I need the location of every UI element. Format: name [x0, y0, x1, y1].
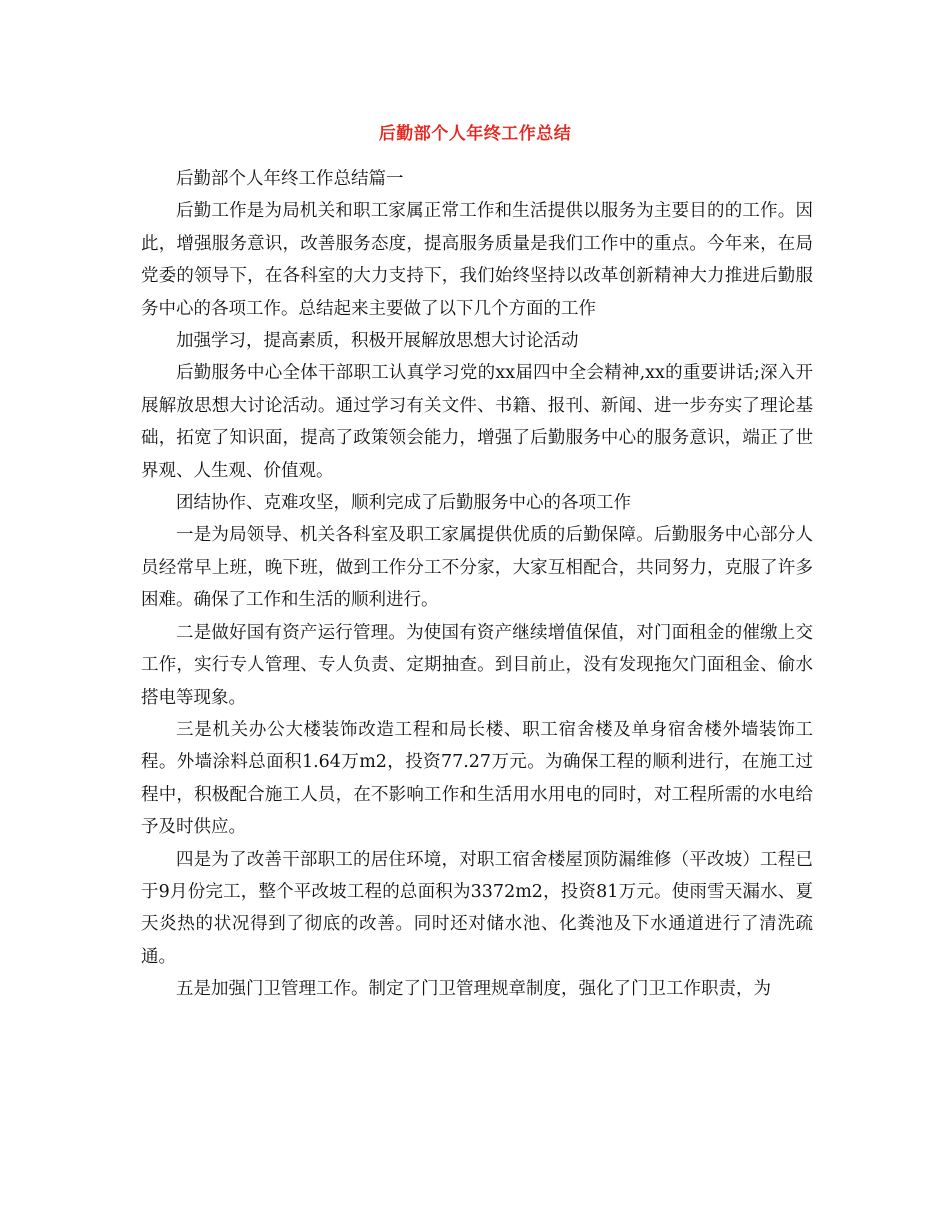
sub-heading: 加强学习，提高素质，积极开展解放思想大讨论活动 — [176, 331, 579, 352]
sub-heading: 团结协作、克难攻坚，顺利完成了后勤服务中心的各项工作 — [176, 493, 631, 514]
document-body — [141, 163, 813, 1006]
section-heading: 后勤部个人年终工作总结篇一 — [176, 169, 404, 189]
document-title: 后勤部个人年终工作总结 — [378, 124, 572, 144]
body-paragraph: 后勤工作是为局机关和职工家属正常工作和生活提供以服务为主要目的的工作。因此，增强服务意识，改善服务态度，提高服务质量是我们工作中的重点。今年来，在局党委的领导下，在各科室的大力支持下，我们始终坚持以改革创新精神大力推进后勤服务中心的各项工作。总结起来主要做了以下几个方面的工作 — [141, 201, 813, 319]
body-paragraph: 二是做好国有资产运行管理。为使国有资产继续增值保值，对门面租金的催缴上交工作，实行专人管理、专人负责、定期抽查。到目前止，没有发现拖欠门面租金、偷水搭电等现象。 — [141, 622, 813, 708]
body-paragraph: 三是机关办公大楼装饰改造工程和局长楼、职工宿舍楼及单身宿舍楼外墙装饰工程。外墙涂料总面积1.64万m2，投资77.27万元。为确保工程的顺利进行，在施工过程中，积极配合施工人员，在不影响工作和生活用水用电的同时，对工程所需的水电给予及时供应。 — [141, 719, 813, 838]
body-paragraph: 五是加强门卫管理工作。制定了门卫管理规章制度，强化了门卫工作职责，为 — [176, 979, 771, 1000]
body-paragraph: 一是为局领导、机关各科室及职工家属提供优质的后勤保障。后勤服务中心部分人员经常早上班，晚下班，做到工作分工不分家，大家互相配合，共同努力，克服了许多困难。确保了工作和生活的顺利进行。 — [141, 525, 813, 611]
body-paragraph: 后勤服务中心全体干部职工认真学习党的xx届四中全会精神,xx的重要讲话;深入开展解放思想大讨论活动。通过学习有关文件、书籍、报刊、新闻、进一步夯实了理论基础，拓宽了知识面，提高了政策领会能力，增强了后勤服务中心的服务意识，端正了世界观、人生观、价值观。 — [141, 363, 813, 481]
body-paragraph: 四是为了改善干部职工的居住环境，对职工宿舍楼屋顶防漏维修（平改坡）工程已于9月份完工，整个平改坡工程的总面积为3372m2，投资81万元。使雨雪天漏水、夏天炎热的状况得到了彻底的改善。同时还对储水池、化粪池及下水通道进行了清洗疏通。 — [141, 849, 813, 967]
